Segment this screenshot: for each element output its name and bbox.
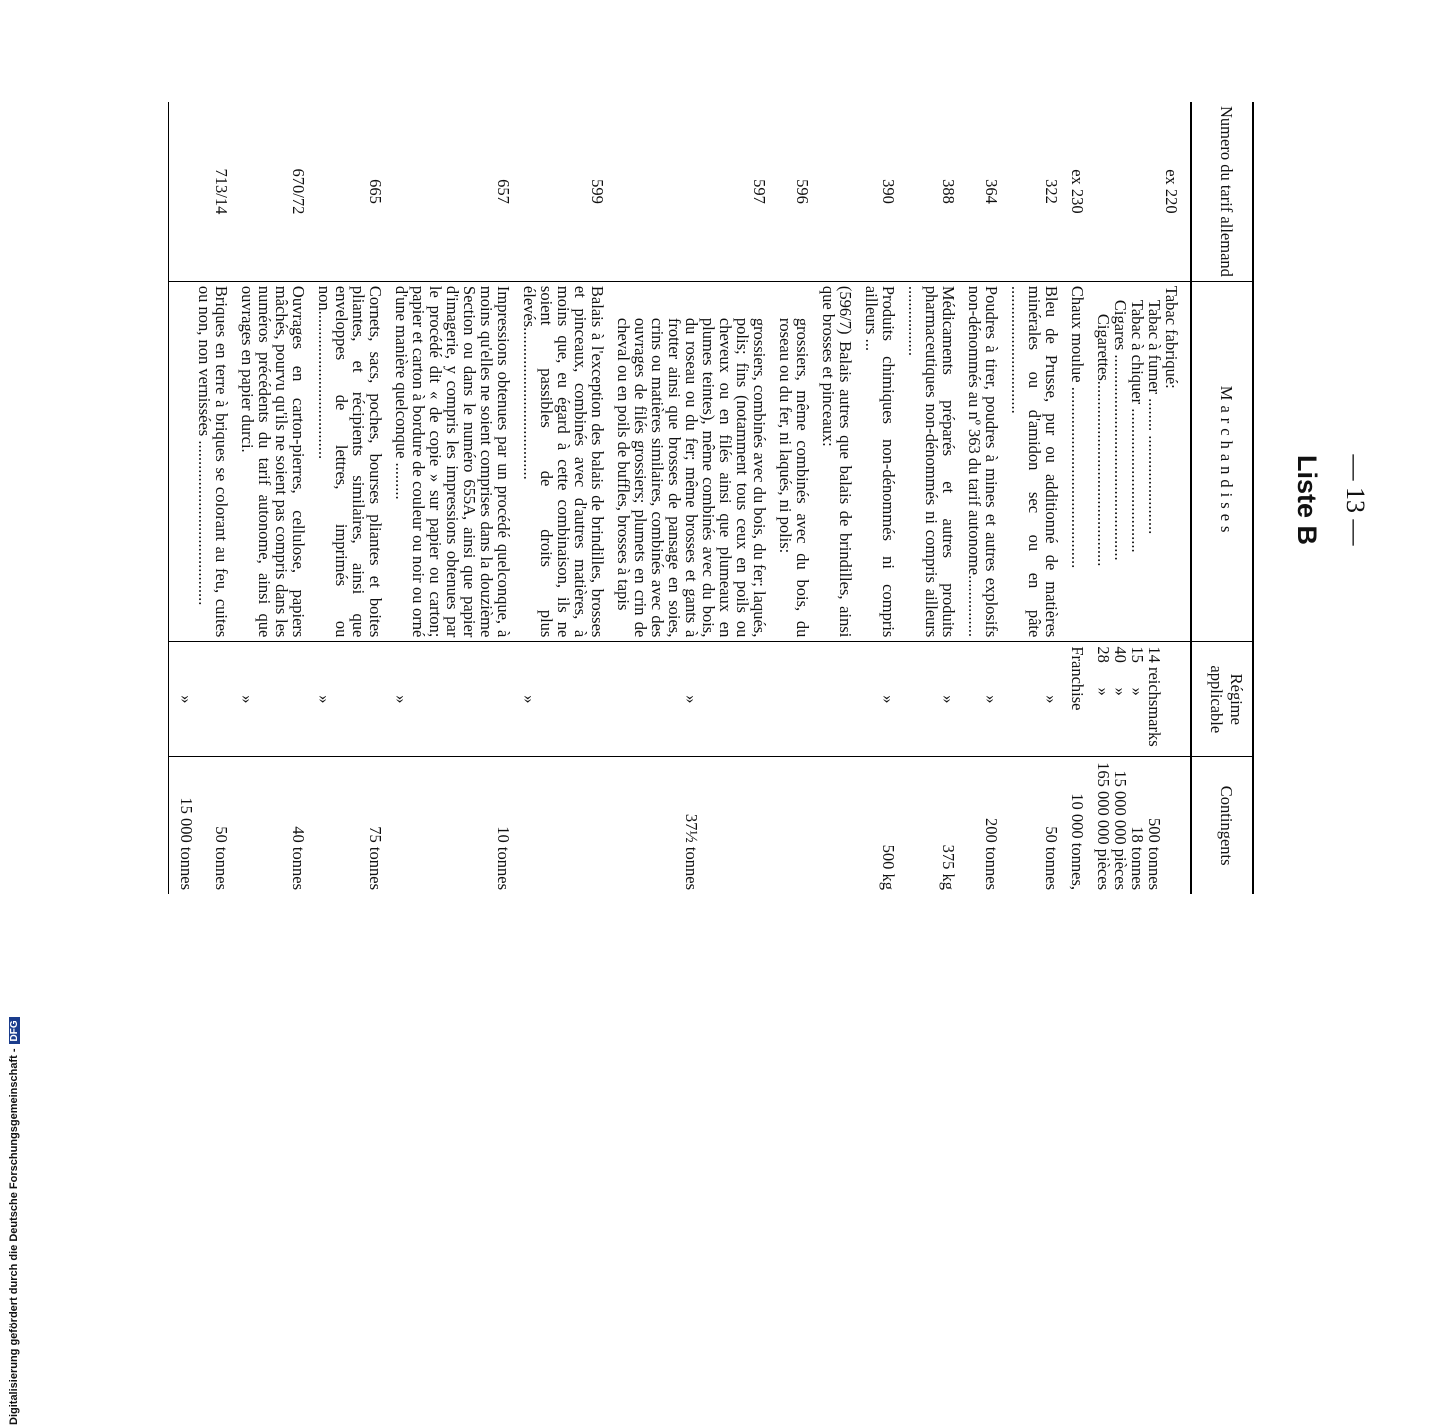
table-row: [1060, 102, 1086, 894]
contingent-cell: [169, 757, 231, 894]
numero-cell: 364: [982, 179, 1001, 204]
dfg-logo: DFG: [9, 1017, 20, 1044]
regime-cell: »: [854, 642, 897, 757]
marchandise-cell: Cornets, sacs, poches, bourses pliantes et boites pliantes, et récipients similaires, ainsi que enveloppes de lettres, imprimés ou non....................................: [307, 281, 384, 641]
numero-cell: 322: [1042, 179, 1061, 204]
table-header-row: [1191, 102, 1253, 894]
table-row: [169, 102, 231, 894]
sub-item: Cigarettes.............................................: [1094, 313, 1113, 567]
contingent-cell: 37½ tonnes: [606, 757, 768, 894]
marchandise-cell: Balais à l'exception des balais de brindilles, brosses et pinceaux, combinés avec d'autres matières, à moins que, eu égard à cette combinaison, ils ne soient passibles de droits plus élevés.....................................: [512, 281, 606, 641]
digitization-note: [8, 1017, 20, 1425]
contingent-value: 15 000 000 pièces: [1111, 770, 1130, 890]
table-row: [230, 102, 307, 894]
tariff-table: [168, 102, 1254, 894]
regime-cell: »: [606, 642, 768, 757]
contingent-cell: 50 tonnes: [1000, 757, 1060, 894]
header-regime: Régime applicable: [1191, 642, 1253, 757]
marchandise-cell: Chaux moulue ............................................: [1060, 281, 1086, 641]
regime-cell: [768, 642, 811, 757]
contingent-cell: 500 kg: [854, 757, 897, 894]
numero-cell: 597: [750, 179, 769, 204]
marchandise-cell: Impressions obtenues par un procédé quelconque, à moins qu'elles ne soient comprises dans la douzième Section ou dans le numéro 655A, ainsi que papier d'imagerie, y compris les impressions obtenues par le procédé dit « de copie » sur papier ou carton; papier et carton à bordure de couleur ou noir ou orné d'une manière quelconque .........: [384, 281, 512, 641]
contingent-value: 18 tonnes: [1128, 826, 1147, 890]
contingent-value: 165 000 000 pièces: [1094, 762, 1113, 890]
marchandise-cell: Briques en terre à briques se colorant au feu, cuites ou non, non vernissées ........................................: [169, 281, 231, 641]
item-title: Tabac fabriqué:: [1162, 285, 1181, 389]
marchandise-cell: Produits chimiques non-dénommés ni compris ailleurs ...: [854, 281, 897, 641]
contingent-cell: 200 tonnes: [957, 757, 1000, 894]
numero-cell: [811, 102, 854, 281]
marchandise-cell: Poudres à tirer, poudres à mines et autres explosifs non-dénommés au nº 363 du tarif autonome...............: [957, 281, 1000, 641]
page-number: — 13 —: [1341, 454, 1370, 546]
table-row: [1086, 102, 1191, 894]
numero-cell: 713/14: [169, 102, 231, 281]
regime-cell: »: [897, 642, 957, 757]
regime-value: 40 »: [1111, 646, 1130, 696]
contingent-value: 500 tonnes: [1145, 818, 1164, 890]
numero-cell: 388: [939, 179, 958, 204]
regime-value: 14 reichsmarks: [1145, 646, 1164, 747]
regime-cell: »: [384, 642, 512, 757]
contingent-cell: 75 tonnes: [307, 757, 384, 894]
table-row: [768, 102, 811, 894]
numero-cell: 596: [793, 179, 812, 204]
contingent-cell: 40 tonnes: [230, 757, 307, 894]
marchandise-cell: Médicaments préparés et autres produits pharmaceutiques non-dénommés ni compris ailleurs .................: [897, 281, 957, 641]
regime-cell: [1086, 642, 1191, 757]
regime-cell: »: [957, 642, 1000, 757]
table-row: [811, 102, 854, 894]
table-row: [384, 102, 512, 894]
header-contingents: Contingents: [1191, 757, 1253, 894]
table-row: [897, 102, 957, 894]
header-marchandises: Marchandises: [1191, 281, 1253, 641]
marchandise-cell: grossiers, même combinés avec du bois, du roseau ou du fer, ni laqués, ni polis:: [768, 281, 811, 641]
regime-cell: »: [230, 642, 307, 757]
regime-cell: [811, 642, 854, 757]
table-row: [854, 102, 897, 894]
list-title: Liste B: [1292, 454, 1322, 546]
regime-cell: »: [169, 642, 231, 757]
contingent-cell: [811, 757, 854, 894]
table-row: [512, 102, 606, 894]
contingent-cell: [512, 757, 606, 894]
numero-cell: 665: [366, 179, 385, 204]
marchandise-cell: [1086, 281, 1191, 641]
numero-cell: 657: [494, 179, 513, 204]
digitization-note-text: Digitalisierung gefördert durch die Deutsche Forschungsgemeinschaft -: [8, 1048, 20, 1425]
sub-item: Tabac à chiquer ...................................: [1128, 299, 1147, 553]
table-row: [1000, 102, 1060, 894]
sub-item: Tabac à fumer ........ ........................: [1145, 299, 1164, 535]
numero-cell: ex 220: [1162, 169, 1181, 214]
contingent-cell: [1086, 757, 1191, 894]
contingent-cell: 375 kg: [897, 757, 957, 894]
regime-cell: »: [1000, 642, 1060, 757]
numero-cell: 670/72: [289, 168, 308, 215]
marchandise-cell: Ouvrages en carton-pierres, cellulose, papiers mâchés, pourvu qu'ils ne soient pas compris dans les numéros précédents du tarif autonome, ainsi que ouvrages en papier durci.: [230, 281, 307, 641]
regime-value: 28 »: [1094, 646, 1113, 696]
numero-cell: 599: [588, 179, 607, 204]
marchandise-cell: (596/7) Balais autres que balais de brindilles, ainsi que brosses et pinceaux:: [811, 281, 854, 641]
regime-cell: »: [512, 642, 606, 757]
regime-value: 15 »: [1128, 646, 1147, 696]
sub-item: Cigares ..................................................: [1111, 299, 1130, 561]
regime-cell: Franchise: [1060, 642, 1086, 757]
numero-cell: ex 230: [1068, 169, 1087, 214]
table-row: [606, 102, 768, 894]
marchandise-cell: grossiers, combinés avec du bois, du fer; laqués, polis; fins (notamment tous ceux en poils ou cheveux ou en filés ainsi que plumeaux en plumes teintes), même combinés avec du bois, du roseau ou du fer; même brosses et gants à frotter ainsi que brosses de pansage en soies, crins ou matières similaires, combinés avec des ouvrages de filés grossiers; plumets en crin de cheval ou en poils de buffles, brosses à tapis: [606, 281, 768, 641]
table-row: [307, 102, 384, 894]
contingent-value: 15 000 tonnes: [177, 797, 196, 890]
regime-cell: »: [307, 642, 384, 757]
marchandise-cell: Bleu de Prusse, pur ou additionné de matières minérales ou d'amidon sec ou en pâte ...............................: [1000, 281, 1060, 641]
contingent-cell: [768, 757, 811, 894]
numero-cell: 390: [879, 179, 898, 204]
table-row: [957, 102, 1000, 894]
contingent-value: 50 tonnes: [212, 826, 231, 890]
contingent-cell: 10 000 tonnes,: [1060, 757, 1086, 894]
header-numero: Numero du tarif allemand: [1191, 102, 1253, 281]
contingent-cell: 10 tonnes: [384, 757, 512, 894]
